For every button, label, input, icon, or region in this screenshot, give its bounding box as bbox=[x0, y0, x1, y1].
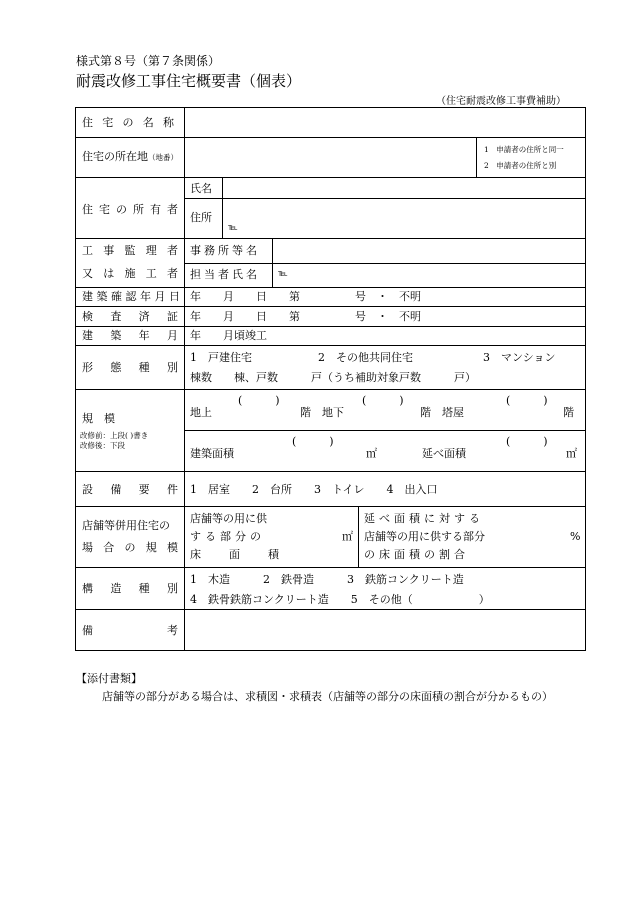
label-structure-type: 構 造 種 別 bbox=[82, 582, 178, 595]
subsidy-note: （住宅耐震改修工事費補助） bbox=[436, 96, 566, 107]
label-building-type: 形 態 種 別 bbox=[82, 361, 178, 374]
owner-name-label: 氏名 bbox=[190, 182, 212, 195]
label-house-name: 住 宅 の 名 称 bbox=[82, 116, 174, 129]
document-title: 耐震改修工事住宅概要書（個表） bbox=[76, 72, 302, 90]
scale-paren-tower: ( ) bbox=[506, 394, 548, 407]
scale-paren-below: ( ) bbox=[362, 394, 404, 407]
attachments-text: 店舗等の部分がある場合は、求積図・求積表（店舗等の部分の床面積の割合が分かるもの） bbox=[102, 690, 553, 703]
address-option-same: 1 申請者の住所と同一 bbox=[484, 145, 564, 154]
label-shop-combined-2: 場 合 の 規 模 bbox=[82, 541, 178, 554]
label-house-owner: 住 宅 の 所 有 者 bbox=[82, 203, 178, 216]
owner-address-label: 住所 bbox=[190, 211, 212, 224]
label-inspection-certificate: 検 査 済 証 bbox=[82, 310, 178, 323]
shop-ratio-label-2: 店舗等の用に供する部分 bbox=[364, 530, 485, 543]
scale-tower-label: 塔屋 bbox=[442, 406, 464, 419]
shop-floor-area-label-3: 床面積 bbox=[190, 548, 307, 561]
label-supervisor: 工 事 監 理 者 bbox=[82, 244, 178, 257]
supervisor-tel-label: ℡ bbox=[278, 269, 288, 279]
label-confirmation-date: 建 築 確 認 年 月 日 bbox=[82, 290, 180, 303]
shop-floor-area-label-2: する部分の bbox=[190, 530, 265, 543]
label-scale: 規 模 bbox=[82, 412, 115, 425]
scale-total-area-unit: ㎡ bbox=[566, 447, 577, 460]
scale-paren-total-area: ( ) bbox=[506, 435, 548, 448]
scale-below-ground-label: 地下 bbox=[322, 406, 344, 419]
label-shop-combined-1: 店舗等併用住宅の bbox=[82, 519, 170, 532]
owner-tel-label: ℡ bbox=[228, 223, 238, 233]
scale-total-area-label: 延べ面積 bbox=[422, 447, 466, 460]
structure-options-2: 4 鉄骨鉄筋コンクリート造 5 その他（ ） bbox=[190, 593, 490, 606]
scale-note-after: 改修後：下段 bbox=[80, 441, 125, 450]
shop-ratio-label-1: 延べ面積に対する bbox=[364, 512, 484, 525]
label-contractor: 又 は 施 工 者 bbox=[82, 267, 178, 280]
label-equipment: 設 備 要 件 bbox=[82, 483, 178, 496]
confirmation-date-value: 年 月 日 第 号 ・ 不明 bbox=[190, 290, 421, 303]
type-detached-house: 1 戸建住宅 bbox=[190, 351, 252, 364]
scale-floor-unit-2: 階 bbox=[420, 406, 431, 419]
scale-note-before: 改修前：上段( )書き bbox=[80, 431, 149, 440]
attachments-heading: 【添付書類】 bbox=[76, 672, 142, 685]
label-remarks: 備 考 bbox=[82, 624, 178, 637]
scale-area-unit: ㎡ bbox=[366, 447, 377, 460]
structure-options-1: 1 木造 2 鉄骨造 3 鉄筋コンクリート造 bbox=[190, 573, 464, 586]
shop-ratio-unit: % bbox=[570, 530, 581, 543]
scale-paren-above: ( ) bbox=[238, 394, 280, 407]
shop-floor-area-label-1: 店舗等の用に供 bbox=[190, 512, 267, 525]
inspection-date-value: 年 月 日 第 号 ・ 不明 bbox=[190, 310, 421, 323]
shop-floor-area-unit: ㎡ bbox=[342, 530, 353, 543]
shop-ratio-label-3: の床面積の割合 bbox=[364, 548, 469, 561]
label-construction-year: 建 築 年 月 bbox=[82, 329, 178, 342]
construction-year-value: 年 月頃竣工 bbox=[190, 329, 267, 342]
scale-above-ground-label: 地上 bbox=[190, 406, 212, 419]
building-count-line: 棟数 棟、戸数 戸（うち補助対象戸数 戸） bbox=[190, 371, 476, 384]
scale-building-area-label: 建築面積 bbox=[190, 447, 234, 460]
address-option-different: 2 申請者の住所と別 bbox=[484, 161, 557, 170]
scale-floor-unit-1: 階 bbox=[300, 406, 311, 419]
equipment-options: 1 居室 2 台所 3 トイレ 4 出入口 bbox=[190, 483, 438, 496]
type-mansion: 3 マンション bbox=[483, 351, 556, 364]
type-other-apartment: 2 その他共同住宅 bbox=[318, 351, 413, 364]
scale-floor-unit-3: 階 bbox=[563, 406, 574, 419]
label-house-address: 住宅の所在地（地番） bbox=[82, 150, 178, 163]
scale-paren-area: ( ) bbox=[292, 435, 334, 448]
office-name-label: 事務所等名 bbox=[190, 244, 260, 257]
form-number: 様式第８号（第７条関係） bbox=[76, 54, 221, 68]
person-name-label: 担当者氏名 bbox=[190, 268, 260, 281]
